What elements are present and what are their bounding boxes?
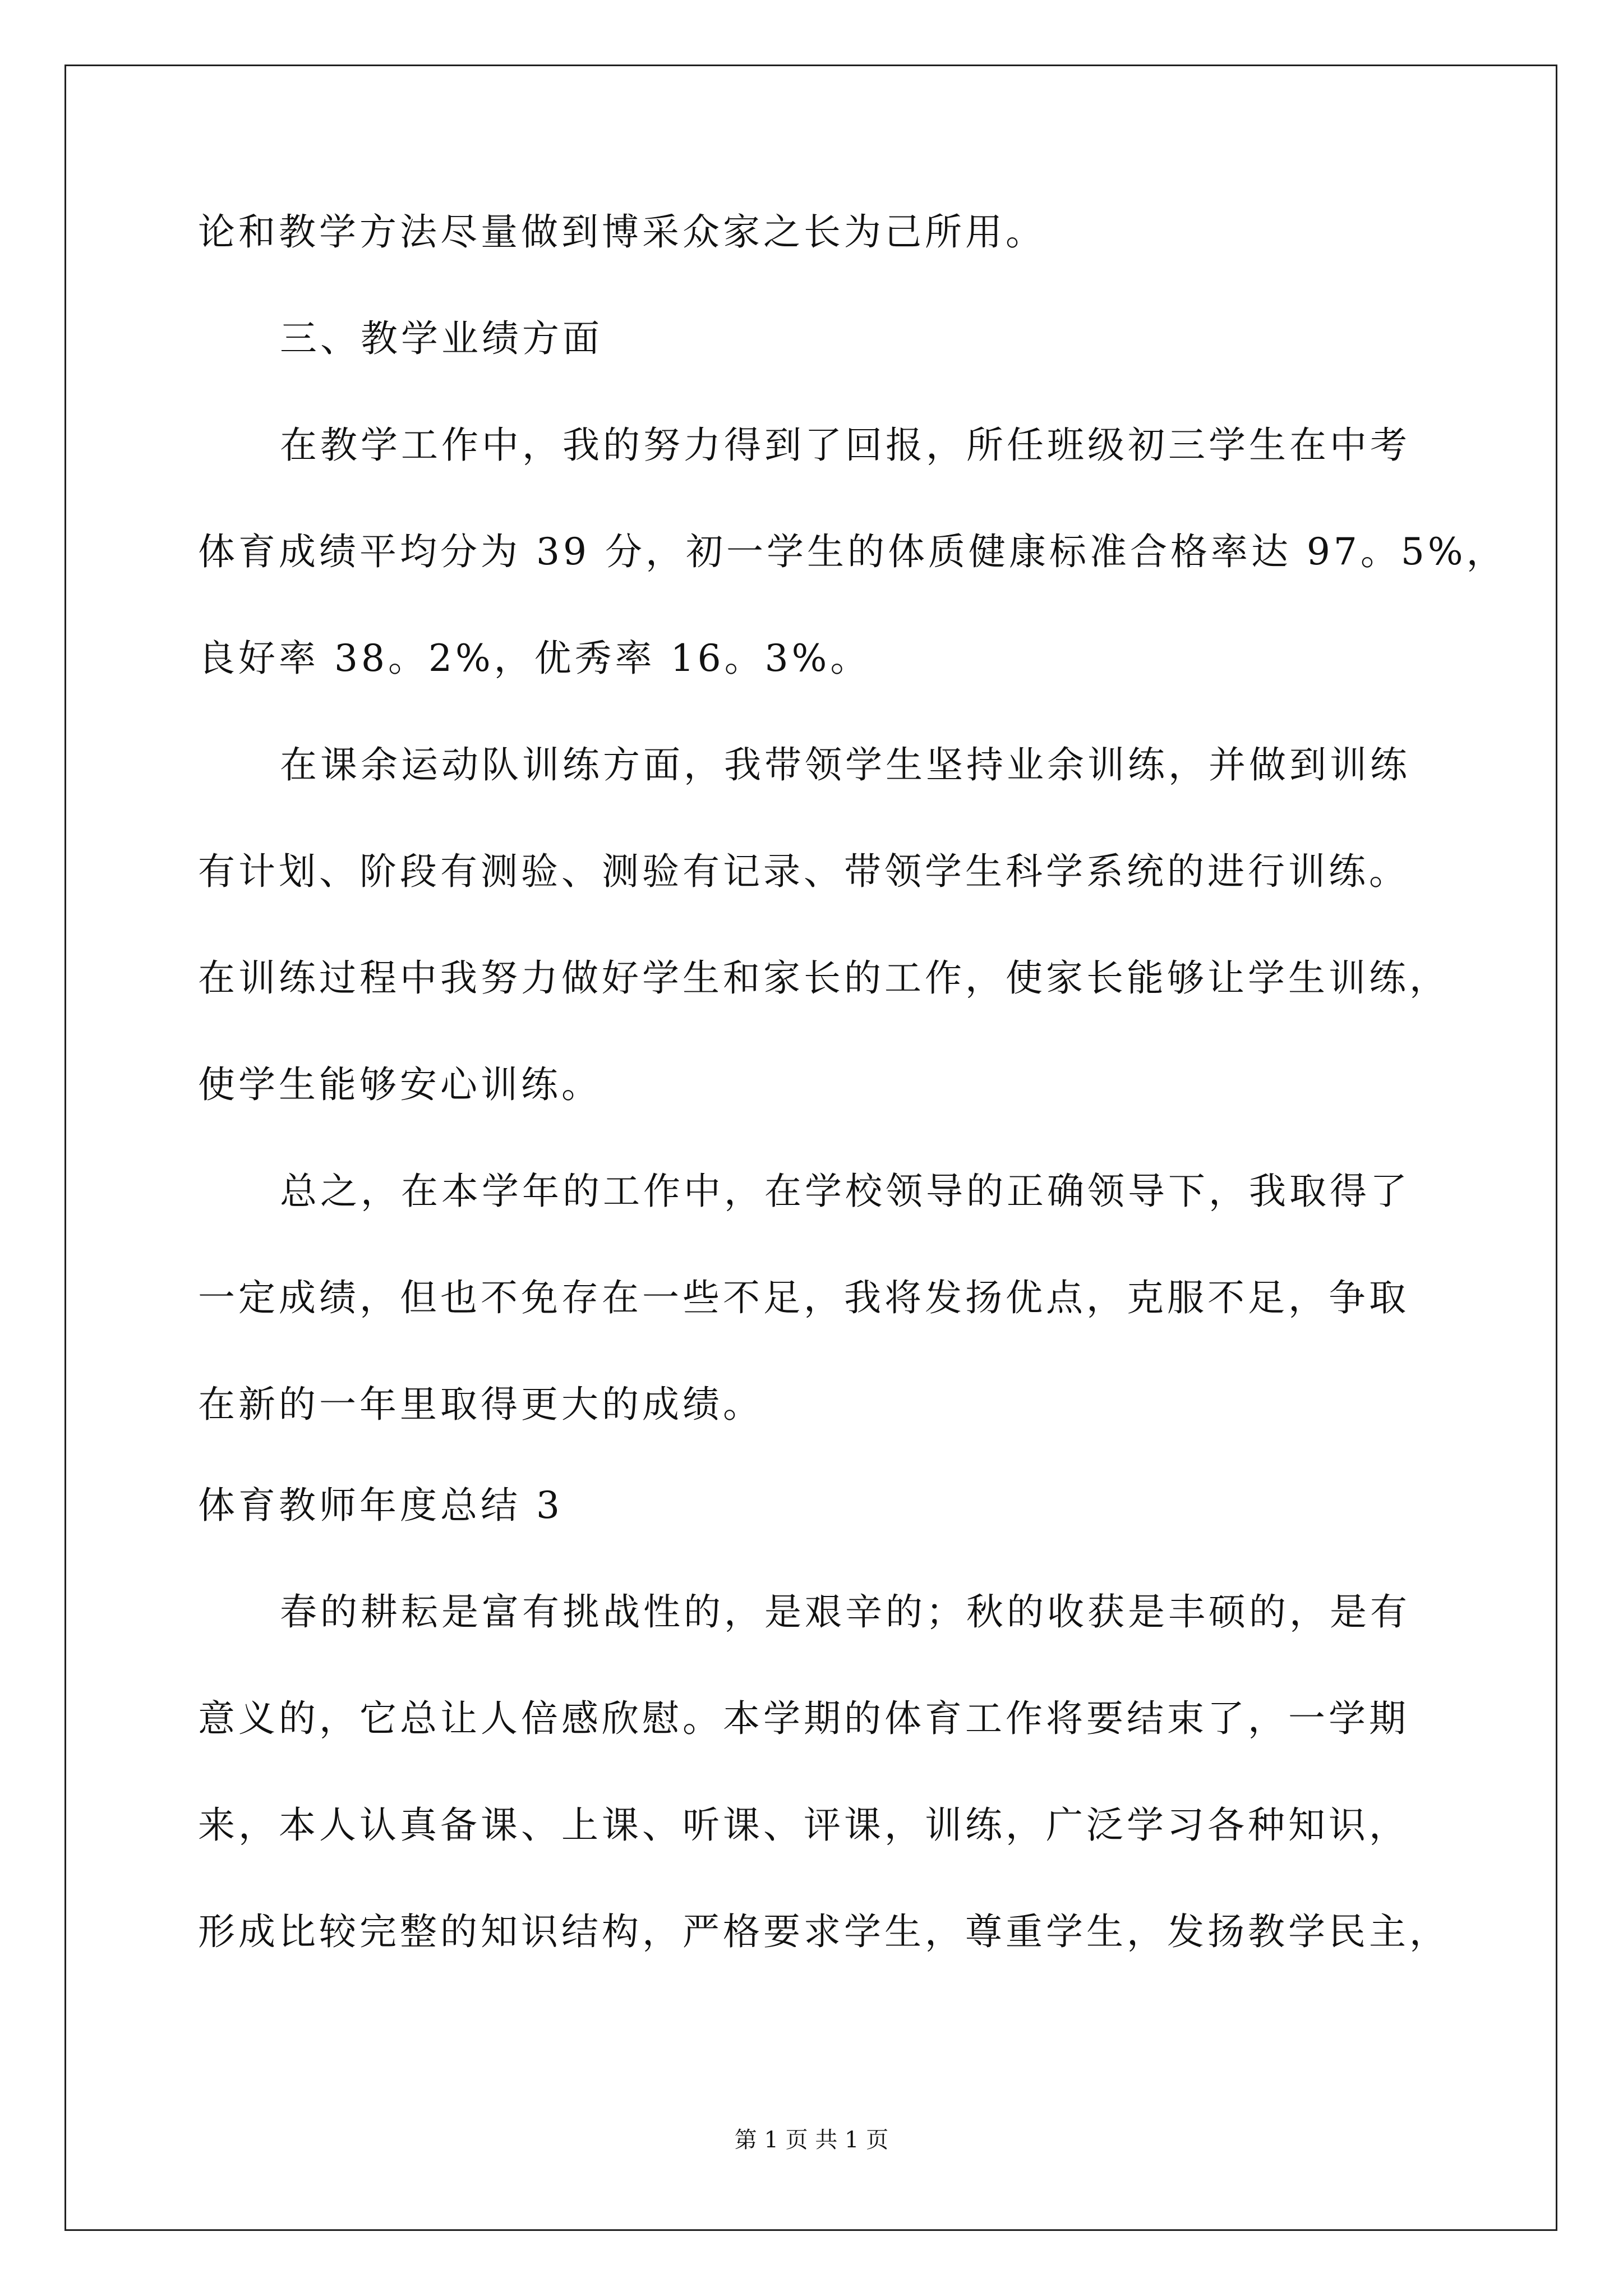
paragraph-line: 在新的一年里取得更大的成绩。 xyxy=(198,1383,763,1426)
paragraph-line: 在训练过程中我努力做好学生和家长的工作，使家长能够让学生训练， xyxy=(198,956,1450,1000)
paragraph-line: 使学生能够安心训练。 xyxy=(198,1063,602,1106)
paragraph-line: 一定成绩，但也不免存在一些不足，我将发扬优点，克服不足，争取 xyxy=(198,1276,1409,1319)
page-number-footer: 第 1 页 共 1 页 xyxy=(734,2127,889,2153)
paragraph-line: 体育成绩平均分为 39 分，初一学生的体质健康标准合格率达 97。5%， xyxy=(198,530,1507,573)
paragraph-line: 总之，在本学年的工作中，在学校领导的正确领导下，我取得了 xyxy=(280,1170,1410,1213)
paragraph-line: 在课余运动队训练方面，我带领学生坚持业余训练，并做到训练 xyxy=(280,743,1410,786)
paragraph-line: 良好率 38。2%，优秀率 16。3%。 xyxy=(198,637,871,680)
paragraph-line: 意义的，它总让人倍感欣慰。本学期的体育工作将要结束了，一学期 xyxy=(198,1697,1409,1740)
paragraph-line: 在教学工作中，我的努力得到了回报，所任班级初三学生在中考 xyxy=(280,424,1410,467)
paragraph-line: 论和教学方法尽量做到博采众家之长为己所用。 xyxy=(198,210,1046,254)
paragraph-line: 来，本人认真备课、上课、听课、评课，训练，广泛学习各种知识， xyxy=(198,1803,1409,1847)
paragraph-line: 有计划、阶段有测验、测验有记录、带领学生科学系统的进行训练。 xyxy=(198,850,1409,893)
section-heading: 三、教学业绩方面 xyxy=(280,317,603,360)
page-border xyxy=(64,65,1557,2231)
document-heading: 体育教师年度总结 3 xyxy=(198,1484,563,1527)
paragraph-line: 形成比较完整的知识结构，严格要求学生，尊重学生，发扬教学民主， xyxy=(198,1910,1450,1953)
paragraph-line: 春的耕耘是富有挑战性的，是艰辛的；秋的收获是丰硕的，是有 xyxy=(280,1590,1410,1634)
